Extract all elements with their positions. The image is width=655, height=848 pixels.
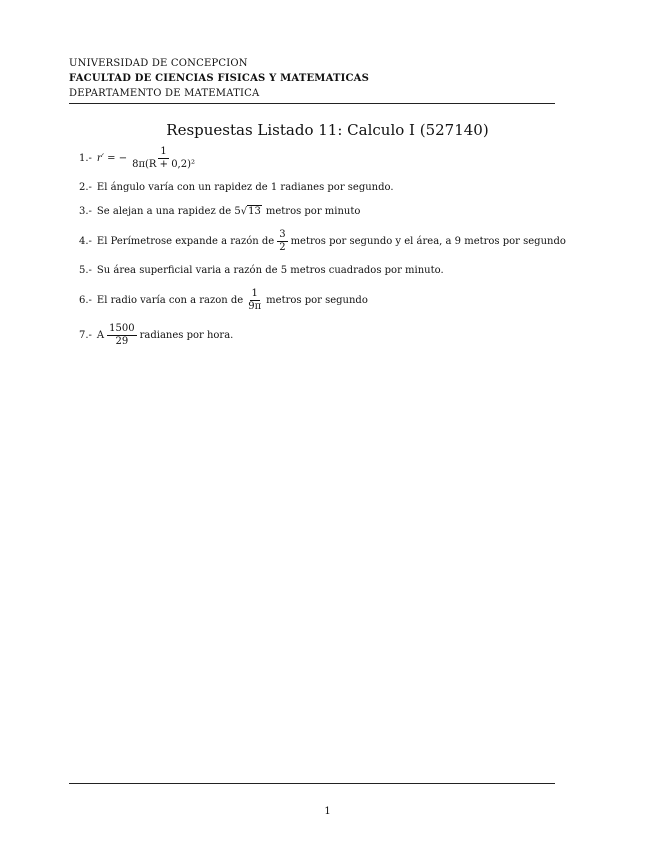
faculty-name: FACULTAD DE CIENCIAS FISICAS Y MATEMATICAS [69, 73, 370, 84]
fraction-denominator: 29 [115, 336, 129, 347]
answer-number: 4.- [79, 235, 92, 247]
answer-number: 6.- [79, 294, 92, 306]
department-name: DEPARTAMENTO DE MATEMATICA [69, 88, 260, 99]
answer-text: A [96, 329, 105, 341]
radicand: 13 [248, 206, 261, 217]
answer-3 [79, 205, 549, 219]
page-title: Respuestas Listado 11: Calculo I (527140) [166, 121, 489, 139]
answers-list [79, 146, 566, 358]
fraction [277, 229, 287, 254]
answer-text-end: metros por segundo [266, 294, 368, 306]
answer-2 [79, 181, 549, 195]
answer-6 [79, 288, 549, 313]
answer-text: El radio varía con a razon de [96, 294, 244, 306]
fraction [107, 323, 136, 348]
answer-text: Su área superficial varia a razón de 5 metros cuadrados por minuto. [96, 265, 444, 276]
header-rule [69, 103, 555, 104]
fraction-numerator: 1 [160, 146, 167, 157]
footer-rule [69, 783, 555, 784]
answer-text-end: metros por minuto [265, 206, 361, 217]
answer-text: El Perímetrose expande a razón de [96, 235, 275, 247]
fraction-denominator: 9π [248, 301, 262, 312]
answer-text-end: metros por segundo y el área, a 9 metros por segundo [290, 235, 566, 247]
answer-text: r′ = − [96, 152, 128, 164]
answer-number: 2.- [79, 182, 92, 193]
answer-number: 7.- [79, 329, 92, 341]
answer-text: El ángulo varía con un rapidez de 1 radianes por segundo. [96, 182, 394, 193]
answer-7 [79, 323, 549, 348]
page-number: 1 [324, 806, 331, 817]
square-root: √13 [240, 206, 261, 217]
answer-5 [79, 264, 549, 278]
answer-4 [79, 229, 566, 254]
fraction-numerator: 3 [279, 229, 286, 240]
answer-number: 1.- [79, 152, 92, 164]
answer-1 [79, 146, 549, 171]
answer-text: Se alejan a una rapidez de 5 [96, 206, 241, 217]
fraction-numerator: 1 [251, 288, 258, 299]
fraction-denominator: 2 [279, 242, 286, 253]
university-name: UNIVERSIDAD DE CONCEPCION [69, 58, 248, 69]
document-header [69, 56, 555, 101]
answer-text-end: radianes por hora. [139, 329, 234, 341]
fraction [246, 288, 263, 313]
answer-number: 3.- [79, 206, 92, 217]
fraction [130, 146, 197, 171]
answer-number: 5.- [79, 265, 92, 276]
fraction-numerator: 1500 [109, 323, 135, 334]
fraction-denominator: 8π(R + 0,2)² [132, 159, 196, 170]
